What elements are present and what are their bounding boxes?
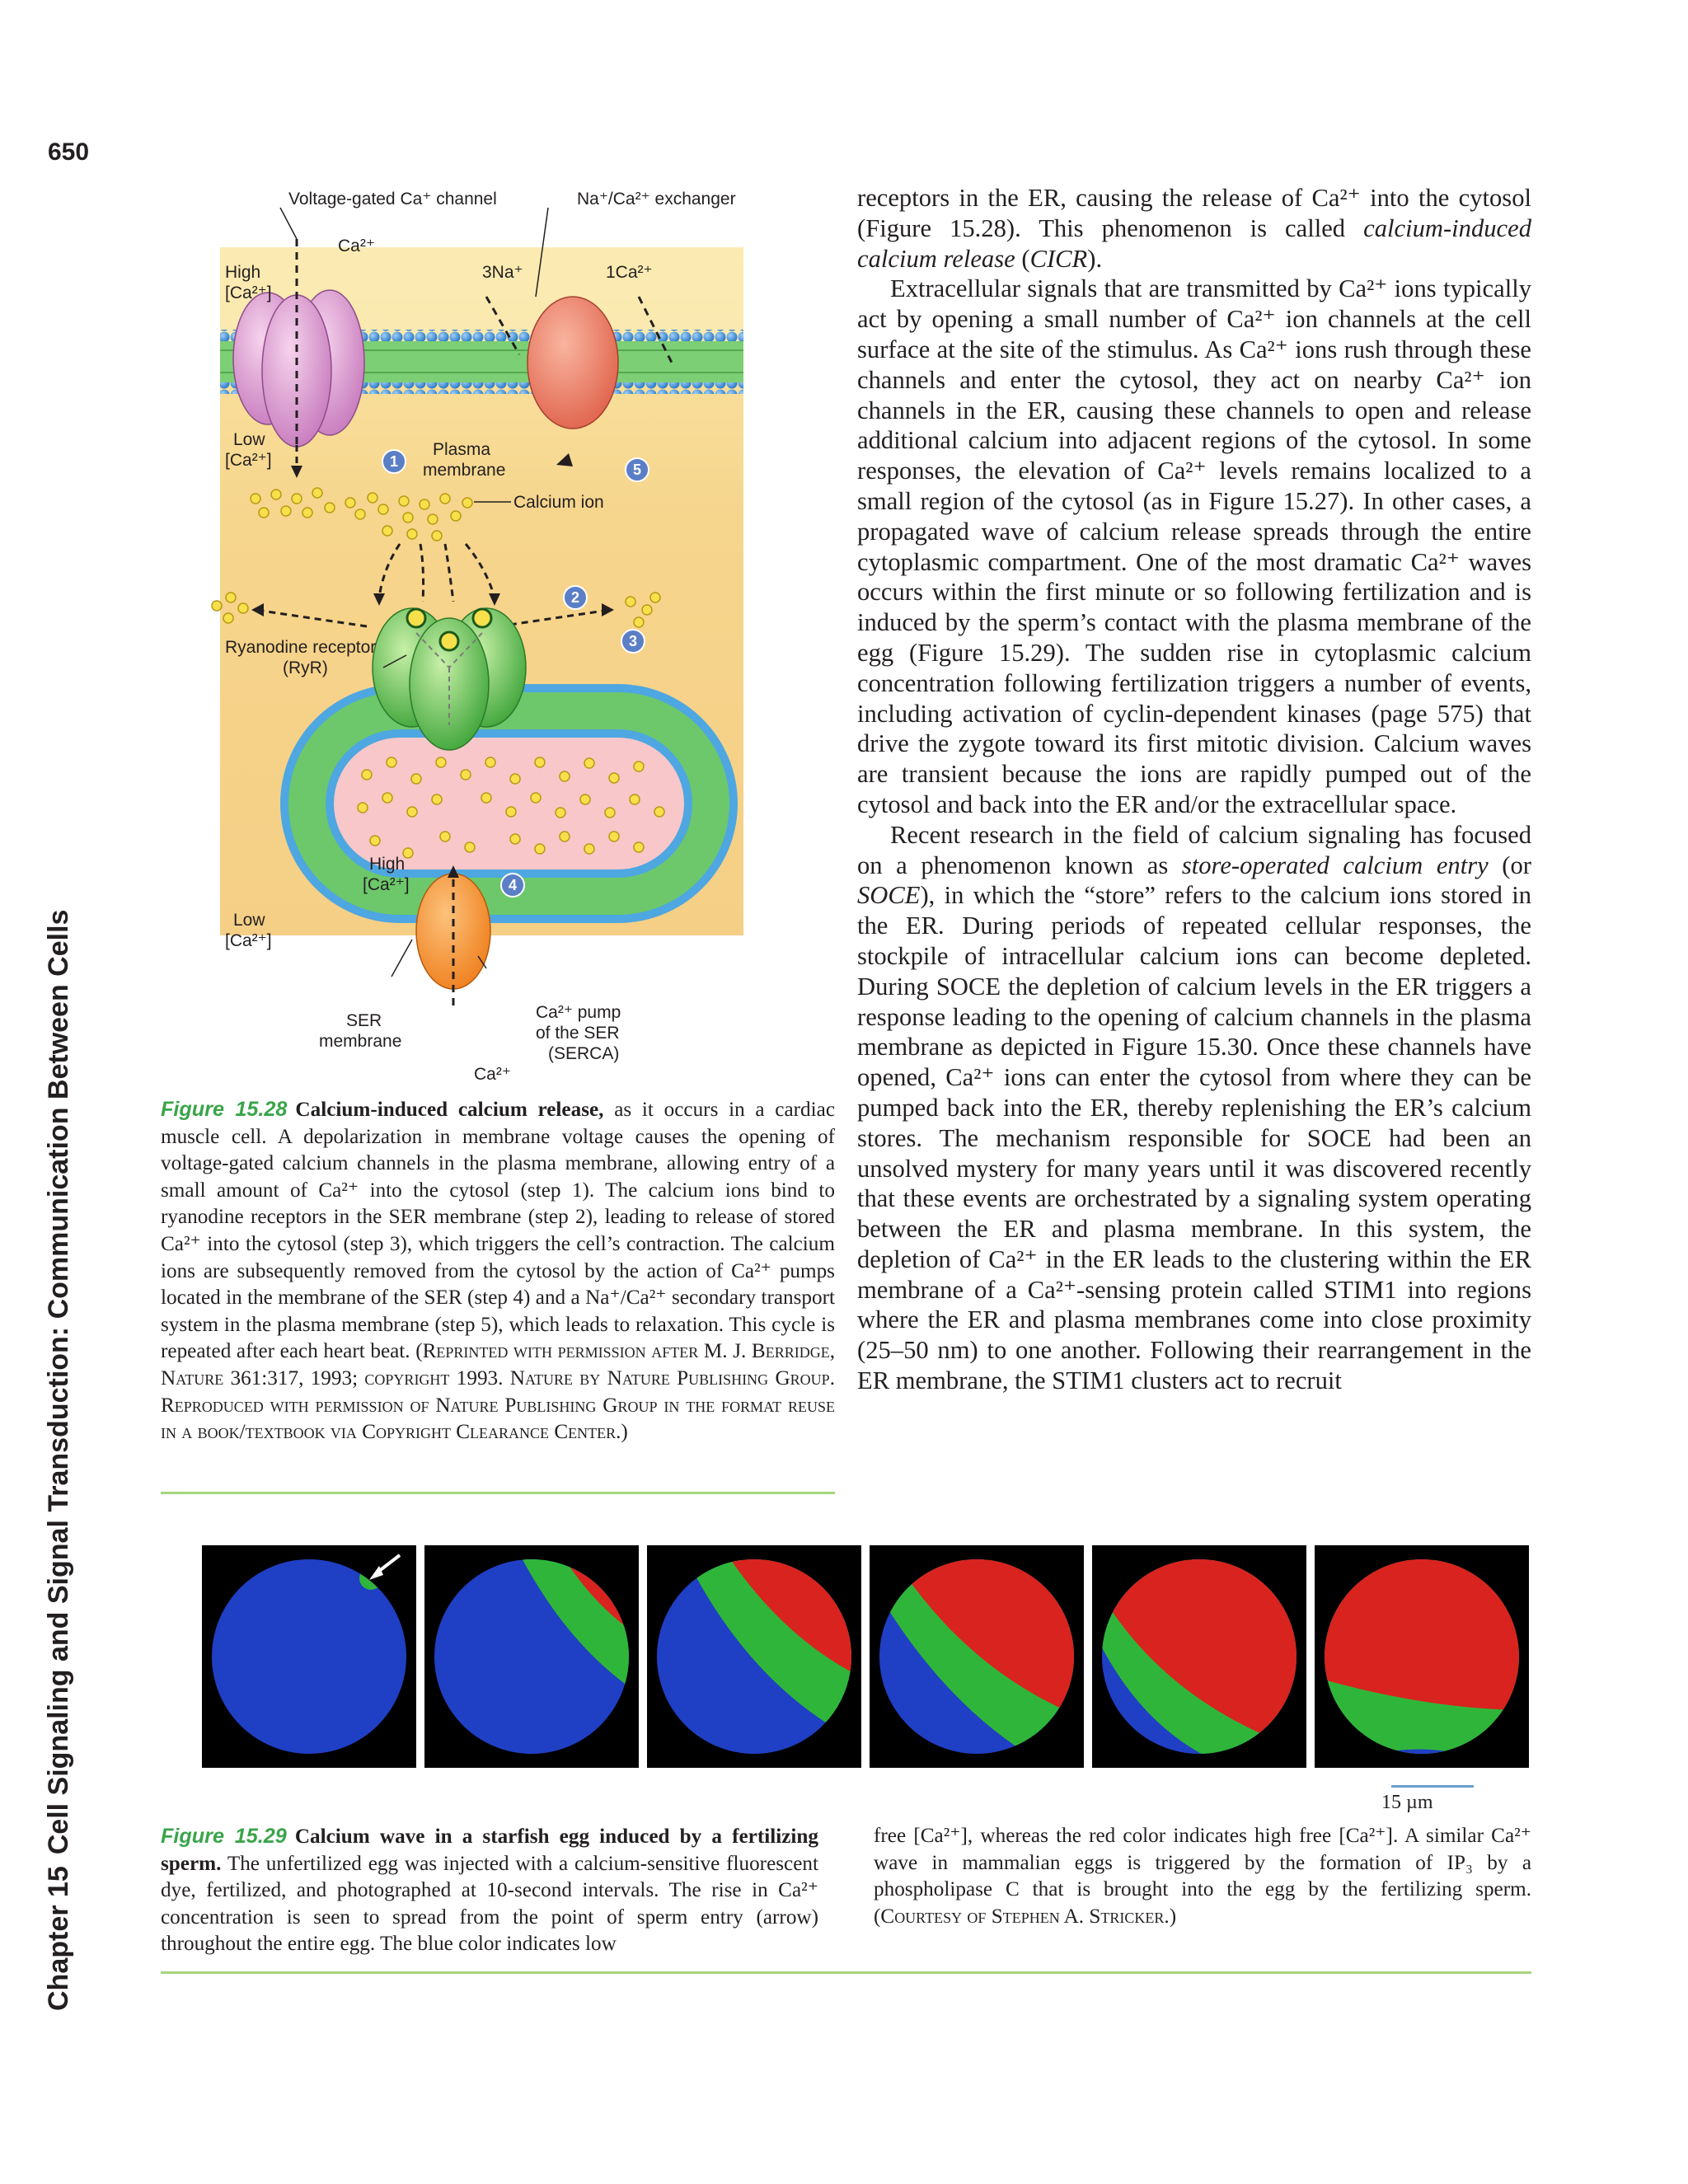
step-2-badge <box>564 586 587 609</box>
figure-label: Figure 15.28 <box>161 1098 288 1121</box>
label-low-cyt: Low <box>233 430 265 449</box>
caption-text: free [Ca²⁺], whereas the red color indicates high free [Ca²⁺]. A similar Ca²⁺ wave in mammalian eggs is triggered by the formation of IP₃ by a phospholipase C that is brought into the egg by the fertilizing sperm. <box>874 1825 1531 1901</box>
egg-panel-2 <box>424 1545 639 1768</box>
caption-text: as it occurs in a cardiac muscle cell. A depolarization in membrane voltage causes the opening of voltage-gated calcium channels in the plasma membrane, allowing entry of a small amount of Ca²⁺ into the cytosol (step 1). The calcium ions bind to ryanodine receptors in the SER membrane (step 2), leading to release of stored Ca²⁺ into the cytosol (step 3), which triggers the cell’s contraction. The calcium ions are subsequently removed from the cytosol by the action of Ca²⁺ pumps located in the membrane of the SER (step 4) and a Na⁺/Ca²⁺ secondary transport system in the plasma membrane (step 5), which leads to relaxation. This cycle is repeated after each heart beat. <box>161 1099 836 1363</box>
step-1-badge <box>382 450 406 473</box>
egg-panel-6 <box>1315 1545 1529 1768</box>
label-ryr: Ryanodine receptor <box>225 638 377 657</box>
label-calcium-ion: Calcium ion <box>513 493 604 512</box>
egg-panel-3 <box>647 1545 861 1768</box>
figure-15-29-image-strip <box>202 1545 1533 1768</box>
svg-text:of the SER: of the SER <box>536 1024 620 1043</box>
svg-text:[Ca²⁺]: [Ca²⁺] <box>363 875 410 894</box>
label-high-out: High <box>225 263 261 282</box>
svg-text:2: 2 <box>570 589 580 606</box>
caption-rule <box>161 1492 835 1494</box>
svg-text:membrane: membrane <box>423 461 506 480</box>
label-ser-membrane: SER <box>346 1011 382 1030</box>
egg-panel-4 <box>870 1545 1084 1768</box>
label-exchanger: Na⁺/Ca²⁺ exchanger <box>577 190 736 209</box>
body-paragraph-3: Recent research in the field of calcium signaling has focused on a phenomenon known as store-operated calcium entry (or SOCE), in which the “store” refers to the calcium ions stored in the ER. During periods of repeated cellular responses, the stockpile of intracellular calcium ions can become depleted. During SOCE the depletion of calcium levels in the ER triggers a response leading to the opening of calcium channels in the plasma membrane as depicted in Figure 15.30. Once these channels have opened, Ca²⁺ ions can enter the cytosol from where they can be pumped back into the ER, thereby replenishing the ER’s calcium stores. The mechanism responsible for SOCE had been an unsolved mystery for many years until it was discovered recently that these events are orchestrated by a signaling system operating between the ER and plasma membrane. In this system, the depletion of Ca²⁺ in the ER leads to the clustering within the ER membrane of a Ca²⁺-sensing protein called STIM1 into regions where the ER and plasma membranes come into close proximity (25–50 nm) to one another. Following their rearrangement in the ER membrane, the STIM1 clusters act to recruit <box>857 820 1531 1395</box>
label-ca-top: Ca²⁺ <box>338 237 375 255</box>
scale-bar <box>1391 1785 1474 1788</box>
svg-text:membrane: membrane <box>319 1032 402 1051</box>
egg-panel-1 <box>202 1545 416 1768</box>
svg-text:[Ca²⁺]: [Ca²⁺] <box>225 451 272 470</box>
caption-credit: (Courtesy of Stephen A. Stricker.) <box>874 1905 1177 1928</box>
caption-text: The unfertilized egg was injected with a calcium-sensitive fluorescent dye, fertilized, and photographed at 10-second intervals. The rise in Ca²⁺ concentration is seen to spread from the point of sperm entry (arrow) throughout the entire egg. The blue color indicates low <box>161 1852 819 1956</box>
page-number: 650 <box>48 138 90 166</box>
label-ca-bottom: Ca²⁺ <box>474 1065 511 1084</box>
figure-title: Calcium wave in a starfish egg induced by a fertilizing sperm. <box>161 1825 819 1875</box>
svg-text:(RyR): (RyR) <box>283 658 328 677</box>
svg-text:3: 3 <box>628 633 638 649</box>
label-1ca: 1Ca²⁺ <box>606 263 653 282</box>
body-text-column <box>857 183 1531 1396</box>
egg-panel-5 <box>1092 1545 1306 1768</box>
step-4-badge <box>501 874 524 897</box>
figure-label: Figure 15.29 <box>161 1825 287 1848</box>
figure-15-29-caption-right <box>874 1823 1531 1930</box>
figure-title: Calcium-induced calcium release, <box>295 1099 604 1121</box>
scale-bar-label: 15 µm <box>1381 1792 1433 1813</box>
step-3-badge <box>621 630 645 653</box>
body-paragraph-1: receptors in the ER, causing the release of Ca²⁺ into the cytosol (Figure 15.28). This phenomenon is called calcium-induced calcium release (CICR). <box>857 184 1531 273</box>
figure-15-28-diagram <box>161 181 837 1104</box>
chapter-number: Chapter 15 <box>43 1866 74 2011</box>
figure-15-29-caption-left <box>161 1823 818 1958</box>
label-serca: Ca²⁺ pump <box>536 1003 621 1022</box>
label-vgcc: Voltage-gated Ca⁺ channel <box>288 190 497 209</box>
caption-credit: (Reprinted with permission after M. J. Berridge, Nature 361:317, 1993; copyright 1993. Nature by Nature Publishing Group. Reproduced with permission of Nature Publishing Group in the format reuse in a book/textbook via Copyright Clearance Center.) <box>161 1340 836 1444</box>
svg-text:4: 4 <box>508 877 518 893</box>
label-low-left: Low <box>233 911 265 930</box>
step-5-badge <box>626 458 649 481</box>
svg-text:[Ca²⁺]: [Ca²⁺] <box>225 284 272 302</box>
figure-15-28-caption <box>161 1096 835 1446</box>
svg-text:[Ca²⁺]: [Ca²⁺] <box>225 931 272 950</box>
chapter-title: Cell Signaling and Signal Transduction: Communication Between Cells <box>43 909 74 1855</box>
label-high-ser: High <box>369 855 406 874</box>
svg-text:5: 5 <box>632 462 642 478</box>
label-3na: 3Na⁺ <box>482 263 523 282</box>
label-plasma-membrane: Plasma <box>433 440 491 459</box>
svg-text:(SERCA): (SERCA) <box>548 1044 620 1063</box>
caption-rule-bottom <box>161 1971 1531 1974</box>
body-paragraph-2: Extracellular signals that are transmitted by Ca²⁺ ions typically act by opening a small number of Ca²⁺ ion channels at the cell surface at the site of the stimulus. As Ca²⁺ ions rush through these channels and enter the cytosol, they act on nearby Ca²⁺ ion channels in the ER, causing these channels to open and release additional calcium into adjacent regions of the cytosol. In some responses, the elevation of Ca²⁺ levels remains localized to a small region of the cytosol (as in Figure 15.27). In other cases, a propagated wave of calcium release spreads through the entire cytoplasmic compartment. One of the most dramatic Ca²⁺ waves occurs within the first minute or so following fertilization and is induced by the sperm’s contact with the plasma membrane of the egg (Figure 15.29). The sudden rise in cytoplasmic calcium concentration following fertilization triggers a number of events, including activation of cyclin-dependent kinases (page 575) that drive the zygote toward its first mitotic division. Calcium waves are transient because the ions are rapidly pumped out of the cytosol and back into the ER and/or the extracellular space. <box>857 274 1531 818</box>
svg-text:1: 1 <box>389 453 399 470</box>
chapter-side-label <box>43 909 79 2011</box>
